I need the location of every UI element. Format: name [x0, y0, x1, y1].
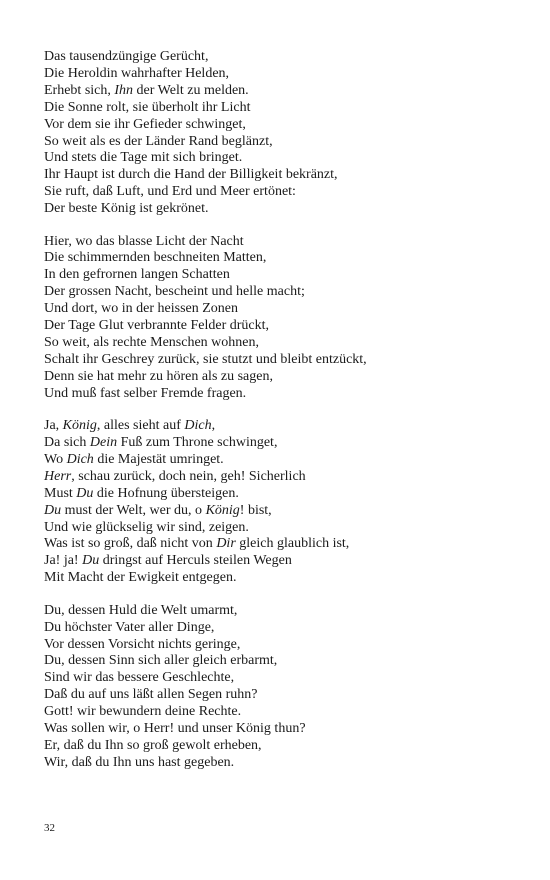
poem-line: [44, 469, 524, 486]
poem-line: [44, 452, 524, 469]
text-segment: Die Heroldin wahrhafter Helden,: [44, 65, 230, 81]
text-segment: Wir, daß du Ihn uns hast gegeben.: [44, 754, 235, 770]
text-segment: Erhebt sich,: [44, 82, 115, 98]
text-segment: ,: [211, 418, 216, 434]
poem-line: [44, 234, 524, 251]
poem-line: [44, 167, 524, 184]
poem-line: [44, 603, 524, 620]
poem-line: [44, 369, 524, 386]
text-segment: Ja! ja!: [44, 553, 83, 569]
text-segment: der Welt zu melden.: [133, 82, 249, 98]
text-segment: Der Tage Glut verbrannte Felder drückt,: [44, 318, 270, 334]
poem-line: [44, 83, 524, 100]
text-segment: Denn sie hat mehr zu hören als zu sagen,: [44, 368, 273, 384]
text-segment: Die schimmernden beschneiten Matten,: [44, 250, 267, 266]
text-segment: dringst auf Herculs steilen Wegen: [99, 553, 292, 569]
text-segment: die Hofnung übersteigen.: [93, 485, 239, 501]
poem-line: [44, 301, 524, 318]
poem-line: [44, 250, 524, 267]
text-segment: Der grossen Nacht, bescheint und helle macht;: [44, 284, 305, 300]
text-segment: Du, dessen Huld die Welt umarmt,: [44, 602, 238, 618]
poem-stanza: [44, 49, 524, 218]
text-segment: must der Welt, wer du, o: [61, 502, 206, 518]
text-segment: Vor dessen Vorsicht nichts geringe,: [44, 636, 241, 652]
poem-line: [44, 653, 524, 670]
poem-line: [44, 150, 524, 167]
text-segment: Und muß fast selber Fremde fragen.: [44, 385, 247, 401]
poem-line: [44, 284, 524, 301]
text-segment: Schalt ihr Geschrey zurück, sie stutzt und bleibt entzückt,: [44, 351, 367, 367]
text-segment: Sie ruft, daß Luft, und Erd und Meer ertönet:: [44, 184, 296, 200]
poem-line: [44, 318, 524, 335]
poem-line: [44, 117, 524, 134]
poem-line: [44, 335, 524, 352]
text-segment: gleich glaublich ist,: [235, 536, 350, 552]
italic-text: Du: [76, 485, 94, 501]
text-segment: Was ist so groß, daß nicht von: [44, 536, 217, 552]
text-segment: die Majestät umringet.: [93, 451, 224, 467]
poem-line: [44, 267, 524, 284]
text-segment: Daß du auf uns läßt allen Segen ruhn?: [44, 687, 258, 703]
poem-line: [44, 755, 524, 772]
italic-text: König: [205, 502, 240, 518]
text-segment: So weit als es der Länder Rand beglänzt,: [44, 133, 273, 149]
text-segment: Fuß zum Throne schwinget,: [117, 435, 278, 451]
poem-line: [44, 553, 524, 570]
poem-line: [44, 721, 524, 738]
text-segment: Da sich: [44, 435, 90, 451]
text-segment: , alles sieht auf: [96, 418, 185, 434]
poem-line: [44, 435, 524, 452]
italic-text: Du: [44, 502, 62, 518]
poem-line: [44, 201, 524, 218]
italic-text: Herr: [44, 468, 72, 484]
poem-line: [44, 352, 524, 369]
poem-line: [44, 670, 524, 687]
poem-stanza: [44, 418, 524, 587]
text-segment: Mit Macht der Ewigkeit entgegen.: [44, 570, 237, 586]
text-segment: Gott! wir bewundern deine Rechte.: [44, 704, 242, 720]
text-segment: Hier, wo das blasse Licht der Nacht: [44, 233, 244, 249]
poem-line: [44, 49, 524, 66]
poem-line: [44, 134, 524, 151]
poem-line: [44, 536, 524, 553]
text-segment: Vor dem sie ihr Gefieder schwinget,: [44, 116, 246, 132]
poem-line: [44, 100, 524, 117]
poem-stanza: [44, 234, 524, 403]
text-segment: Du höchster Vater aller Dinge,: [44, 619, 215, 635]
text-segment: Und wie glückselig wir sind, zeigen.: [44, 519, 249, 535]
text-segment: Der beste König ist gekrönet.: [44, 201, 209, 217]
text-segment: , schau zurück, doch nein, geh! Sicherlich: [71, 468, 306, 484]
text-segment: Ja,: [44, 418, 63, 434]
text-segment: Du, dessen Sinn sich aller gleich erbarmt,: [44, 653, 278, 669]
poem-line: [44, 704, 524, 721]
text-segment: So weit, als rechte Menschen wohnen,: [44, 335, 259, 350]
text-segment: Und dort, wo in der heissen Zonen: [44, 301, 239, 317]
text-segment: In den gefrornen langen Schatten: [44, 267, 230, 283]
poem-stanza: [44, 603, 524, 772]
poem-line: [44, 66, 524, 83]
italic-text: Du: [82, 553, 100, 569]
text-segment: Was sollen wir, o Herr! und unser König thun?: [44, 721, 306, 737]
poem-line: [44, 386, 524, 403]
text-segment: Must: [44, 485, 77, 501]
poem-line: [44, 687, 524, 704]
text-segment: Sind wir das bessere Geschlechte,: [44, 670, 235, 686]
text-segment: ! bist,: [239, 502, 272, 518]
poem-line: [44, 620, 524, 637]
text-segment: Das tausendzüngige Gerücht,: [44, 49, 209, 64]
text-segment: Die Sonne rolt, sie überholt ihr Licht: [44, 99, 251, 115]
poem-line: [44, 184, 524, 201]
page-number: 32: [44, 822, 55, 834]
italic-text: Dich: [184, 418, 212, 434]
poem-line: [44, 570, 524, 587]
text-segment: Ihr Haupt ist durch die Hand der Billigkeit bekränzt,: [44, 167, 338, 183]
poem-line: [44, 503, 524, 520]
italic-text: Dich: [66, 451, 94, 467]
poem-line: [44, 418, 524, 435]
italic-text: König: [62, 418, 97, 434]
poem-text: [44, 49, 524, 787]
italic-text: Dir: [216, 536, 236, 552]
text-segment: Er, daß du Ihn so groß gewolt erheben,: [44, 737, 262, 753]
italic-text: Ihn: [114, 82, 134, 98]
text-segment: Wo: [44, 451, 67, 467]
poem-line: [44, 738, 524, 755]
text-segment: Und stets die Tage mit sich bringet.: [44, 150, 243, 166]
poem-line: [44, 520, 524, 537]
italic-text: Dein: [89, 435, 118, 451]
poem-line: [44, 637, 524, 654]
poem-line: [44, 486, 524, 503]
